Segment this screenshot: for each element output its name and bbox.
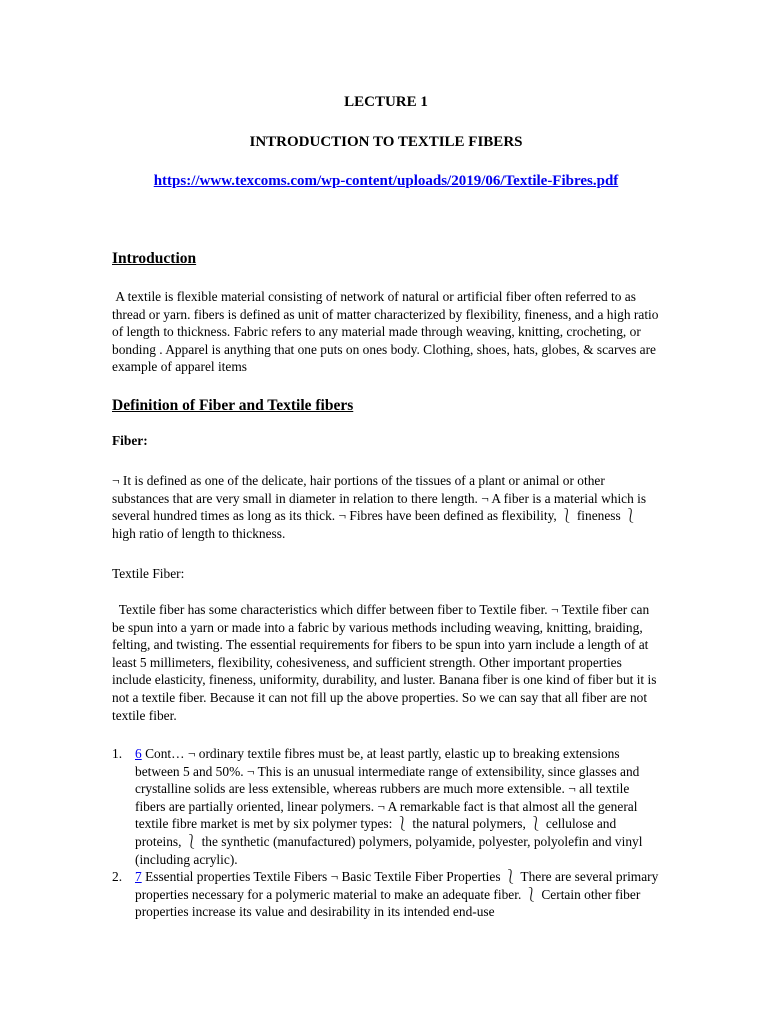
numbered-list <box>112 745 660 921</box>
textile-fiber-label: Textile Fiber: <box>112 566 185 581</box>
list-item <box>112 745 660 868</box>
introduction-heading: Introduction <box>112 250 197 267</box>
list-number: 2. <box>112 869 123 885</box>
list-number: 1. <box>112 746 123 761</box>
fiber-paragraph: ¬ It is defined as one of the delicate, hair portions of the tissues of a plant or animal or other substances that are very small in diameter in relation to there length. ¬ A fiber is a material which is several hundred times as long as its thick. ¬ Fibres have been defined as flexibility, ⎱ fineness ⎱ high ratio of length to thickness. <box>112 473 647 541</box>
introduction-text: A textile is flexible material consisting of network of natural or artificial fiber often referred to as thread or yarn. fibers is defined as unit of matter characterized by flexibility, fineness, and a high ratio of length to thickness. Fabric refers to any material made through weaving, knitting, crocheting, or bonding . Apparel is anything that one puts on ones body. Clothing, shoes, hats, globes, & scarves are example of apparel items <box>112 289 659 375</box>
list-link[interactable]: 6 <box>135 746 142 761</box>
textile-fiber-text: Textile fiber has some characteristics which differ between fiber to Textile fiber. ¬ Textile fiber can be spun into a yarn or made into a fabric by various methods including weaving, knitting, braiding, felting, and twisting. The essential requirements for fibers to be spun into yarn include a length of at least 5 millimeters, flexibility, cohesiveness, and sufficient strength. Other important properties include elasticity, fineness, uniformity, durability, and luster. Banana fiber is one kind of fiber but it is not a textile fiber. Because it can not fill up the above properties. So we can say that all fiber are not textile fiber. <box>112 602 657 723</box>
lecture-label: LECTURE 1 <box>344 94 428 110</box>
list-item-text: Cont… ¬ ordinary textile fibres must be, at least partly, elastic up to breaking extensions between 5 and 50%. ¬ This is an unusual intermediate range of extensibility, since glasses and crystalline solids are less extensible, whereas rubbers are much more extensible. ¬ all textile fibers are partially oriented, linear polymers. ¬ A remarkable fact is that almost all the general textile fibre market is met by six polymer types: ⎱ the natural polymers, ⎱ cellulose and proteins, ⎱ the synthetic (manufactured) polymers, polyamide, polyester, polyolefin and vinyl (including acrylic). <box>135 746 643 867</box>
textile-fiber-paragraph <box>112 601 660 724</box>
source-link[interactable]: https://www.texcoms.com/wp-content/uploads/2019/06/Textile-Fibres.pdf <box>153 173 619 189</box>
definition-heading: Definition of Fiber and Textile fibers <box>112 397 354 414</box>
list-item <box>112 868 660 921</box>
fiber-label: Fiber: <box>112 433 148 448</box>
introduction-paragraph <box>112 288 660 376</box>
list-link[interactable]: 7 <box>135 869 142 885</box>
document-title: INTRODUCTION TO TEXTILE FIBERS <box>249 134 523 150</box>
list-item-text: Essential properties Textile Fibers ¬ Basic Textile Fiber Properties ⎱ There are several primary properties necessary for a polymeric material to make an adequate fiber. ⎱ Certain other fiber properties increase its value and desirability in its intended end-use <box>135 869 659 920</box>
